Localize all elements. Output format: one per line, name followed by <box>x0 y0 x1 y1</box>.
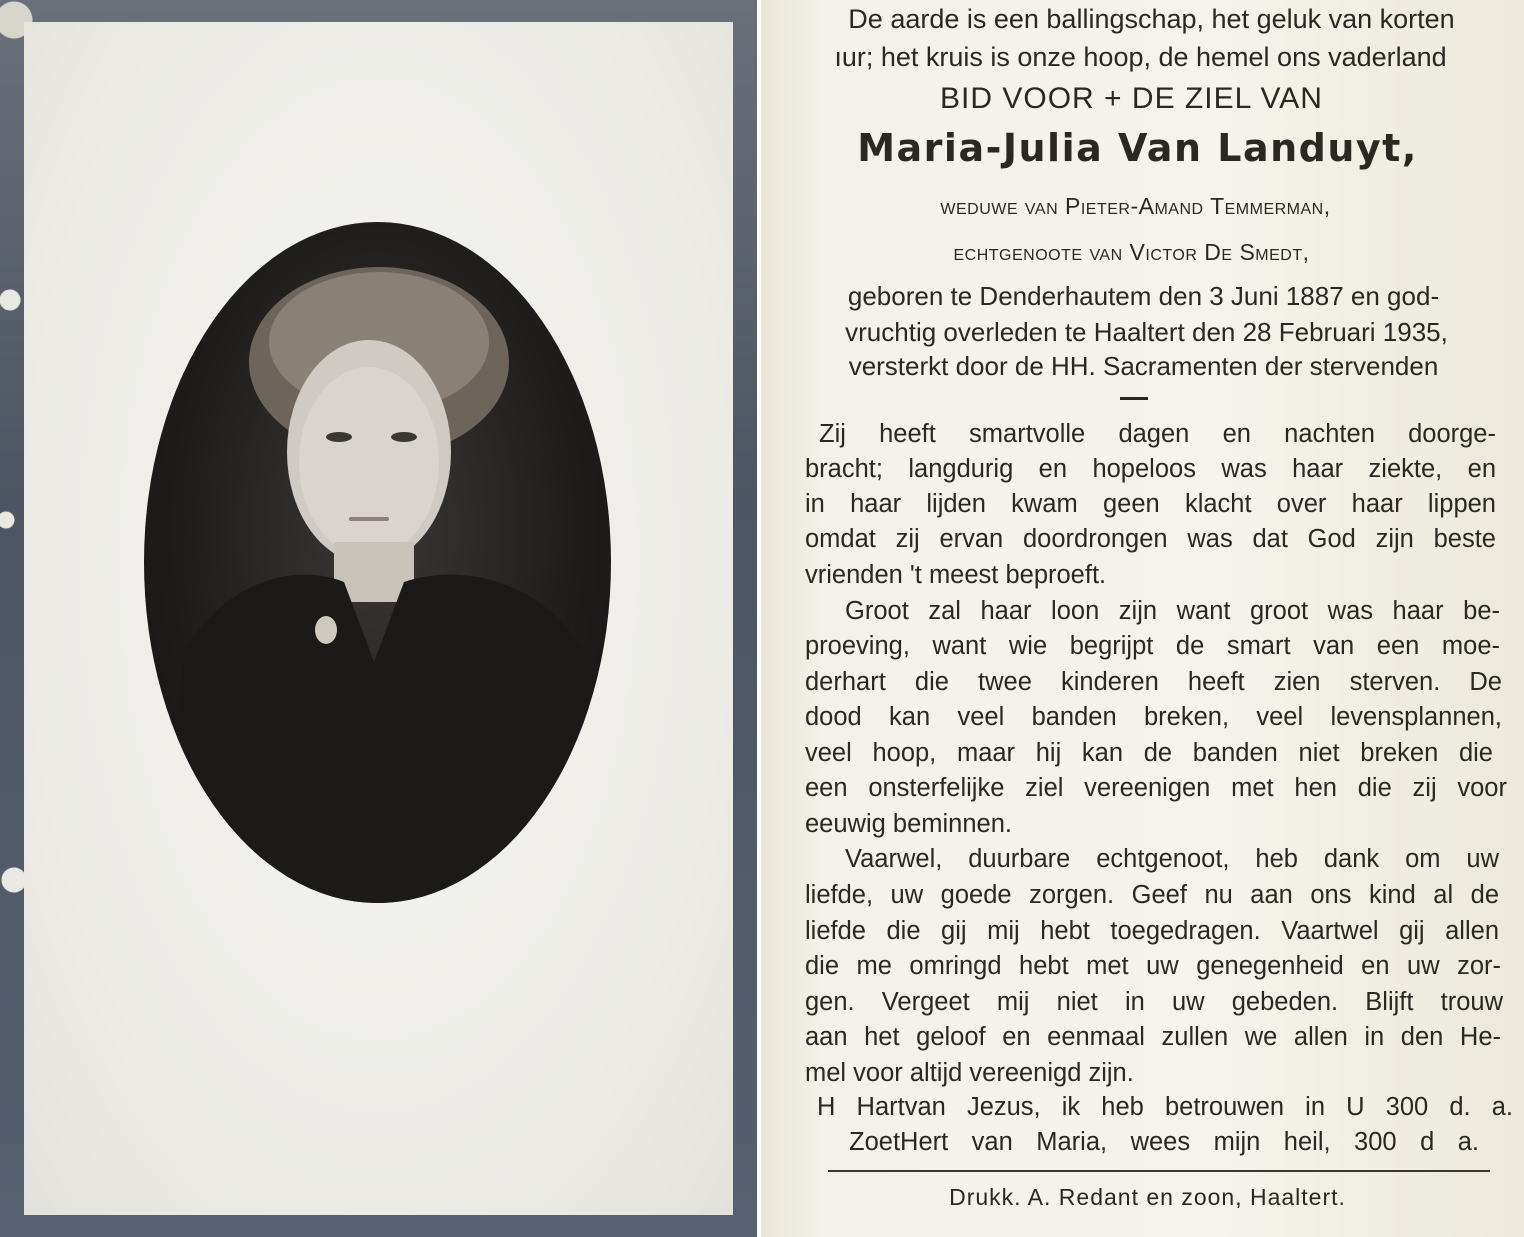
verse-line-2: ıur; het kruis is onze hoop, de hemel ons vaderland <box>834 42 1447 72</box>
portrait-figure-image <box>144 222 611 903</box>
paragraph-line: veel hoop, maar hij kan de banden niet breken die <box>805 739 1493 767</box>
paragraph-line: bracht; langdurig en hopeloos was haar ziekte, en <box>805 455 1496 483</box>
paragraph-line: omdat zij ervan doordrongen was dat God zijn beste <box>805 525 1496 553</box>
spouse-line: echtgenoote van Victor De Smedt, <box>953 239 1310 265</box>
paragraph-line: Vaarwel, duurbare echtgenoot, heb dank om uw <box>845 845 1499 873</box>
paragraph-line: derhart die twee kinderen heeft zien sterven. De <box>805 668 1502 696</box>
paragraph-line: gen. Vergeet mij niet in uw gebeden. Blijft trouw <box>805 988 1503 1016</box>
paragraph-line: liefde, uw goede zorgen. Geef nu aan ons kind al de <box>805 881 1499 909</box>
separator-dash <box>1120 397 1148 400</box>
photo-card <box>0 0 757 1237</box>
paragraph-line: een onsterfelijke ziel vereenigen met hen die zij voor <box>805 774 1507 802</box>
paragraph-line: vrienden 't meest beproeft. <box>805 561 1107 589</box>
paragraph-line: liefde die gij mij hebt toegedragen. Vaartwel gij allen <box>805 917 1499 945</box>
verse-line-1: De aarde is een ballingschap, het geluk van korten <box>848 4 1455 34</box>
birth-line-2: vruchtig overleden te Haaltert den 28 Februari 1935, <box>845 317 1448 347</box>
printer-credit: Drukk. A. Redant en zoon, Haaltert. <box>949 1184 1346 1210</box>
paragraph-line: dood kan veel banden breken, veel levensplannen, <box>805 703 1502 731</box>
birth-line-1: geboren te Denderhautem den 3 Juni 1887 en god- <box>847 281 1440 311</box>
prayer-line-2: ZoetHert van Maria, wees mijn heil, 300 d a. <box>849 1128 1479 1156</box>
prayer-line-1: H Hartvan Jezus, ik heb betrouwen in U 300 d. a. <box>817 1093 1513 1121</box>
birth-line-3: versterkt door de HH. Sacramenten der stervenden <box>848 351 1439 381</box>
paragraph-line: die me omringd hebt met uw genegenheid en uw zor- <box>805 952 1501 980</box>
paragraph-line: Groot zal haar loon zijn want groot was haar be- <box>845 597 1500 625</box>
paragraph-line: aan het geloof en eenmaal zullen we allen in den He- <box>805 1023 1501 1051</box>
deceased-name: Maria-Julia Van Landuyt, <box>857 126 1418 170</box>
paragraph-line: mel voor altijd vereenigd zijn. <box>805 1059 1134 1087</box>
footer-rule <box>828 1170 1490 1172</box>
widow-line: weduwe van Pieter-Amand Temmerman, <box>940 193 1331 219</box>
paragraph-line: eeuwig beminnen. <box>805 810 1012 838</box>
paragraph-line: proeving, want wie begrijpt de smart van een moe- <box>805 632 1500 660</box>
paragraph-line: Zij heeft smartvolle dagen en nachten doorge- <box>819 420 1496 448</box>
paragraph-line: in haar lijden kwam geen klacht over haar lippen <box>805 490 1496 518</box>
pray-heading: BID VOOR + DE ZIEL VAN <box>940 82 1323 115</box>
memorial-text-card <box>761 0 1524 1237</box>
portrait-photo <box>144 222 611 903</box>
